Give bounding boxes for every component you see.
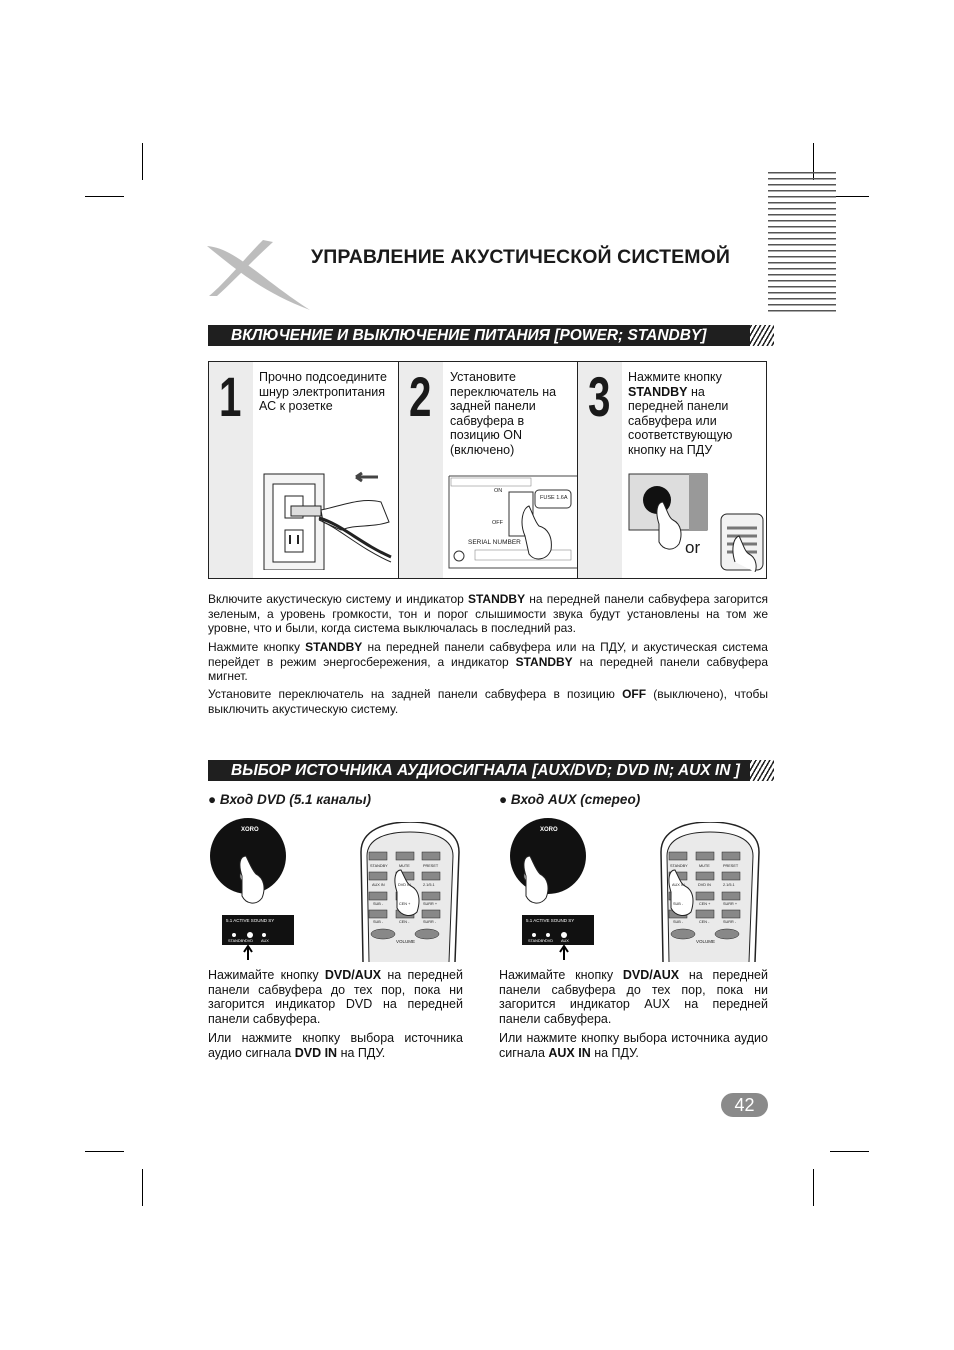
remote-key-label: PRESET <box>423 864 439 868</box>
remote-key-label: AUX IN <box>672 883 685 887</box>
remote-key-label: SUB - <box>673 902 684 906</box>
remote-key-label: 2.1/5.1 <box>723 883 735 887</box>
remote-key-label: AUX IN <box>372 883 385 887</box>
decorative-stripes <box>768 172 836 314</box>
aux-led-label: AUX <box>561 939 569 943</box>
dvd-led-label: DVD <box>545 939 554 943</box>
remote-key-label: DVD IN <box>698 883 711 887</box>
dvd-instruction-paragraph: Нажимайте кнопку DVD/AUX на передней панели сабвуфера до тех пор, пока ни загорится индикатор DVD на передней панели сабвуфера. <box>208 968 463 1026</box>
aux-remote-paragraph: Или нажмите кнопку выбора источника аудио сигнала AUX IN на ПДУ. <box>499 1031 768 1060</box>
standby-led-label: STANDBY <box>528 939 546 943</box>
crop-mark <box>142 143 143 180</box>
brand-label: XORO <box>540 827 558 833</box>
remote-key-label: SUB - <box>673 920 684 924</box>
step-number: 2 <box>409 365 432 428</box>
power-outlet-plug-illustration <box>261 462 396 570</box>
remote-key-label: DVD IN <box>398 883 411 887</box>
power-section-heading: ВКЛЮЧЕНИЕ И ВЫКЛЮЧЕНИЕ ПИТАНИЯ [POWER; STANDBY] <box>208 325 750 346</box>
x-logo-icon <box>205 238 315 314</box>
remote-key-label: SURR + <box>723 902 738 906</box>
crop-mark <box>85 1151 124 1152</box>
dvd-input-subheading: ● Вход DVD (5.1 каналы) <box>208 792 372 807</box>
switch-off-label: OFF <box>492 520 503 526</box>
volume-label: VOLUME <box>696 939 716 944</box>
standby-keyword: STANDBY <box>628 384 688 399</box>
page-number-badge: 42 <box>721 1093 768 1117</box>
crop-mark <box>85 196 124 197</box>
brand-label: XORO <box>241 827 259 833</box>
crop-mark <box>830 1151 869 1152</box>
remote-key-label: CEN + <box>399 902 411 906</box>
remote-key-label: MUTE <box>399 864 410 868</box>
dvd-led-label: DVD <box>245 939 254 943</box>
remote-key-label: SURR - <box>723 920 737 924</box>
aux-led-label: AUX <box>261 939 269 943</box>
standby-led-label: STANDBY <box>228 939 246 943</box>
source-section-heading: ВЫБОР ИСТОЧНИКА АУДИОСИГНАЛА [AUX/DVD; DVD IN; AUX IN ] <box>208 760 750 781</box>
volume-label: VOLUME <box>396 939 416 944</box>
step-2-text: Установите переключатель на задней панели сабвуфера в позицию ON (включено) <box>450 370 557 457</box>
power-paragraph: Установите переключатель на задней панели сабвуфера в позицию OFF (выключено), чтобы выключить акустическую систему. <box>208 687 768 716</box>
panel-title-label: 5.1 ACTIVE SOUND SY <box>526 918 575 923</box>
remote-key-label: CEN + <box>699 902 711 906</box>
step-number: 3 <box>588 365 611 428</box>
remote-key-label: CEN - <box>399 920 410 924</box>
remote-key-label: PRESET <box>723 864 739 868</box>
remote-key-label: MUTE <box>699 864 710 868</box>
crop-mark <box>813 1169 814 1206</box>
power-steps-box <box>208 361 767 579</box>
serial-number-label: SERIAL NUMBER <box>468 539 521 546</box>
remote-key-label: SURR - <box>423 920 437 924</box>
heading-hatch <box>746 325 774 346</box>
remote-key-label: STANDBY <box>370 864 388 868</box>
aux-instruction-paragraph: Нажимайте кнопку DVD/AUX на передней панели сабвуфера до тех пор, пока ни загорится индикатор AUX на передней панели сабвуфера. <box>499 968 768 1026</box>
fuse-label: FUSE 1.6A <box>540 495 568 501</box>
panel-title-label: 5.1 ACTIVE SOUND SY <box>226 918 275 923</box>
page-title: УПРАВЛЕНИЕ АКУСТИЧЕСКОЙ СИСТЕМОЙ <box>311 246 730 268</box>
aux-input-subheading: ● Вход AUX (стерео) <box>499 792 641 807</box>
remote-key-label: SURR + <box>423 902 438 906</box>
dvd-remote-paragraph: Или нажмите кнопку выбора источника аудио сигнала DVD IN на ПДУ. <box>208 1031 463 1060</box>
heading-hatch <box>746 760 774 781</box>
switch-on-label: ON <box>494 488 503 494</box>
step-3-text: Нажмите кнопку STANDBY на передней панели сабвуфера или соответствующую кнопку на ПДУ <box>628 370 733 457</box>
rear-panel-switch-illustration <box>447 472 577 572</box>
power-paragraph: Нажмите кнопку STANDBY на передней панели сабвуфера или на ПДУ, и акустическая система перейдет в режим энергосбережения, а индикатор STANDBY на передней панели сабвуфера мигнет. <box>208 640 768 683</box>
or-label: or <box>685 538 701 557</box>
step-number: 1 <box>219 365 242 428</box>
crop-mark <box>142 1169 143 1206</box>
remote-key-label: 2.1/5.1 <box>423 883 435 887</box>
step-1-text: Прочно подсоедините шнур электропитания АС к розетке <box>259 370 387 413</box>
power-paragraph: Включите акустическую систему и индикатор STANDBY на передней панели сабвуфера загорится зеленым, а уровень громкости, тон и порог слышимости звука будут установлены на том же уровне, что и были, когда система выключалась в последний раз. <box>208 592 768 635</box>
remote-key-label: STANDBY <box>670 864 688 868</box>
remote-key-label: SUB - <box>373 920 384 924</box>
remote-key-label: SUB - <box>373 902 384 906</box>
remote-key-label: CEN - <box>699 920 710 924</box>
